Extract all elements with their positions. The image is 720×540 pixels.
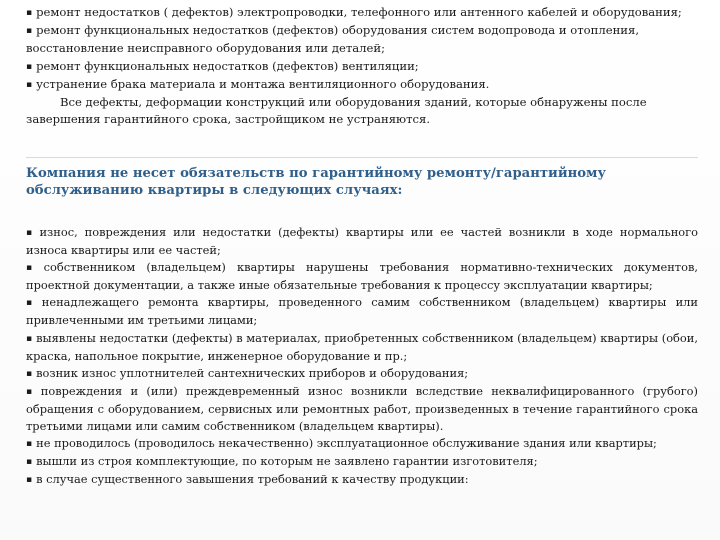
bullet-icon: ▪: [26, 368, 33, 379]
list-item: [26, 383, 698, 435]
list-item-text: повреждения и (или) преждевременный износ возникли вследствие неквалифицированного (грубого) обращения с оборудованием, сервисных или ремонтных работ, произведенных в течение гарантийного срока третьими лицами или самим собственником (владельцем квартиры).: [26, 383, 698, 434]
section-heading: Компания не несет обязательств по гарантийному ремонту/гарантийному обслуживанию квартиры в следующих случаях:: [26, 166, 606, 198]
list-item: [26, 58, 698, 76]
list-item-text: ремонт функциональных недостатков (дефектов) оборудования систем водопровода и отопления, восстановление неисправного оборудования или деталей;: [26, 23, 640, 56]
bullet-icon: ▪: [26, 475, 33, 486]
exclusions-list: [26, 224, 698, 489]
list-item-text: ненадлежащего ремонта квартиры, проведенного самим собственником (владельцем) квартиры или привлеченными им третьими лицами;: [26, 295, 698, 328]
list-item-text: возник износ уплотнителей сантехнических приборов и оборудования;: [36, 365, 469, 380]
bullet-icon: ▪: [26, 298, 38, 309]
bullet-icon: ▪: [26, 8, 33, 18]
bullet-icon: ▪: [26, 26, 33, 37]
list-item: [26, 4, 698, 22]
list-item-text: в случае существенного завышения требований к качеству продукции:: [36, 472, 469, 487]
list-item-text: устранение брака материала и монтажа вентиляционного оборудования.: [36, 76, 490, 91]
list-item: [26, 435, 698, 453]
list-item: [26, 76, 698, 94]
list-item-text: не проводилось (проводилось некачественно) эксплуатационное обслуживание здания или квартиры;: [36, 436, 657, 451]
bullet-icon: ▪: [26, 386, 37, 397]
warranty-repairs-list: [26, 4, 698, 128]
post-warranty-paragraph: Все дефекты, деформации конструкций или оборудования зданий, которые обнаружены после завершения гарантийного срока, застройщиком не устраняются.: [26, 95, 647, 127]
list-item-text: собственником (владельцем) квартиры нарушены требования нормативно-технических документов, проектной документации, а также иные обязательные требования к процессу эксплуатации квартиры;: [26, 260, 699, 293]
list-item-text: ремонт недостатков ( дефектов) электропроводки, телефонного или антенного кабелей и оборудования;: [36, 5, 682, 19]
bullet-icon: ▪: [26, 79, 33, 90]
list-item-text: ремонт функциональных недостатков (дефектов) вентиляции;: [36, 58, 419, 73]
list-item: [26, 294, 698, 329]
bullet-icon: ▪: [26, 439, 33, 450]
list-item: [26, 330, 698, 365]
list-item-text: выявлены недостатки (дефекты) в материалах, приобретенных собственником (владельцем) квартиры (обои, краска, напольное покрытие, инженерное оборудование и пр.;: [26, 330, 698, 363]
divider: [26, 157, 698, 158]
list-item-text: износ, повреждения или недостатки (дефекты) квартиры или ее частей возникли в ходе нормального износа квартиры или ее частей;: [26, 225, 698, 258]
list-item: [26, 259, 698, 294]
bullet-icon: ▪: [26, 263, 40, 274]
bullet-icon: ▪: [26, 228, 36, 238]
list-item: [26, 453, 698, 471]
list-item: [26, 22, 698, 57]
bullet-icon: ▪: [26, 457, 33, 468]
bullet-icon: ▪: [26, 333, 33, 344]
list-item: [26, 471, 698, 489]
list-item: [26, 365, 698, 383]
list-item: [26, 224, 698, 259]
bullet-icon: ▪: [26, 61, 33, 72]
list-item-text: вышли из строя комплектующие, по которым не заявлено гарантии изготовителя;: [36, 454, 538, 469]
